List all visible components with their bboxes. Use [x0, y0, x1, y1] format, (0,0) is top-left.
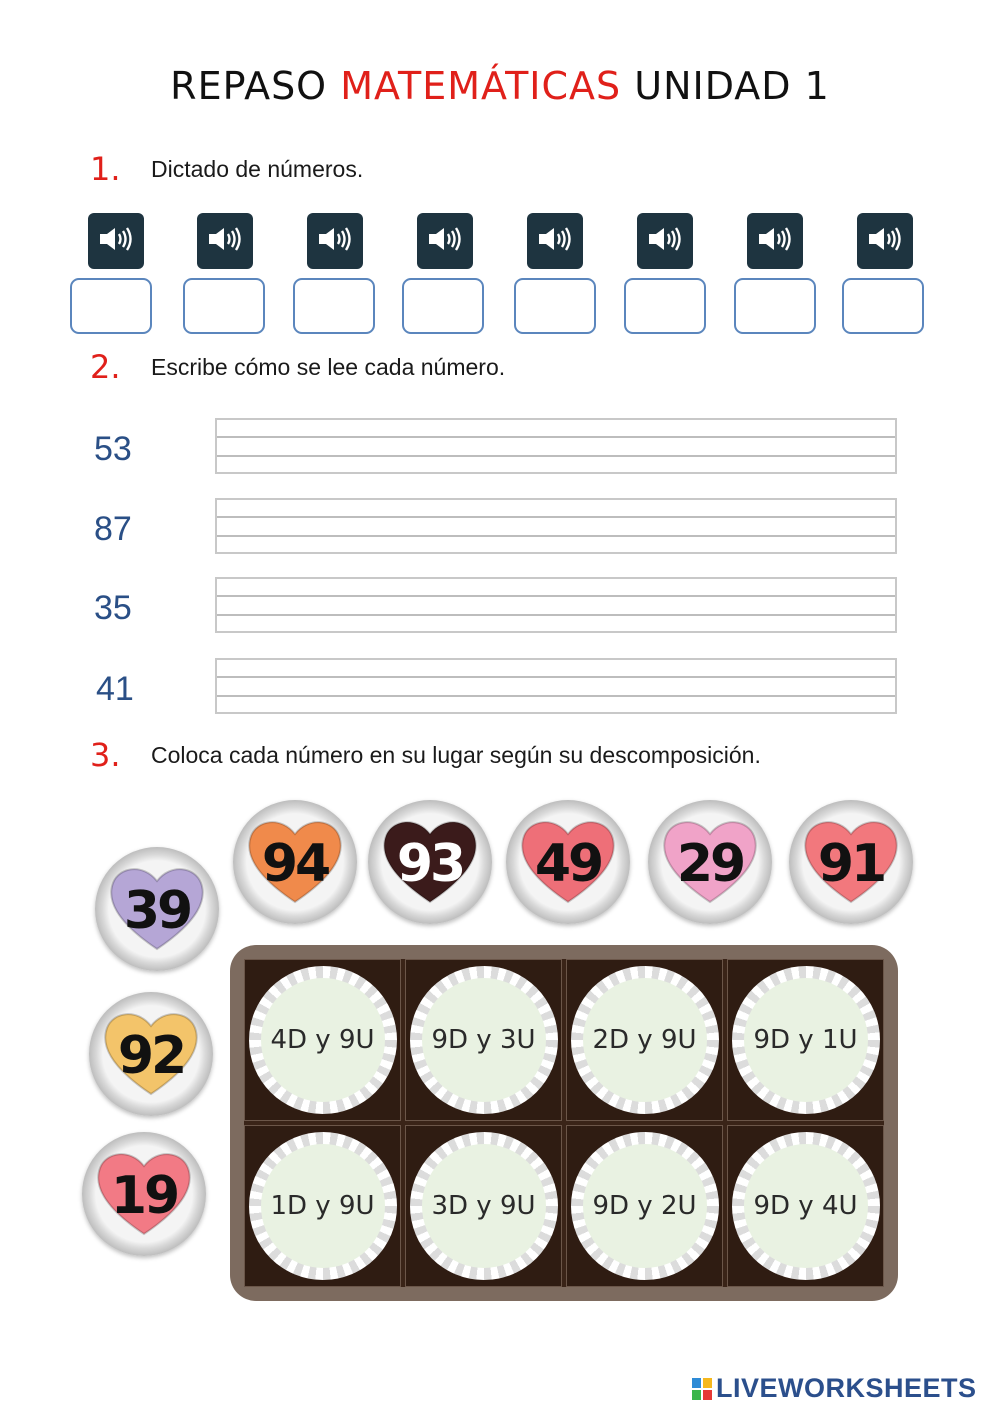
- chocolate-number: 29: [676, 834, 744, 894]
- play-audio-button[interactable]: [637, 213, 693, 269]
- decomposition-label: 4D y 9U: [261, 978, 385, 1102]
- cupcake-liner: [732, 1132, 880, 1280]
- question-3-text: Coloca cada número en su lugar según su descomposición.: [151, 742, 761, 768]
- dictation-answer-input[interactable]: [514, 278, 596, 334]
- decomposition-label: 3D y 9U: [422, 1144, 546, 1268]
- chocolate-heart-draggable[interactable]: [95, 847, 219, 971]
- speaker-icon: [205, 224, 245, 258]
- cupcake-liner: [249, 1132, 397, 1280]
- question-1-number: 1.: [90, 150, 121, 188]
- logo-icon: [692, 1378, 712, 1400]
- chocolate-heart-draggable[interactable]: [82, 1132, 206, 1256]
- chocolate-number: 91: [817, 834, 885, 894]
- chocolate-heart-draggable[interactable]: [89, 992, 213, 1116]
- cupcake-liner: [410, 1132, 558, 1280]
- dictation-answer-input[interactable]: [183, 278, 265, 334]
- dictation-answer-input[interactable]: [734, 278, 816, 334]
- drop-slot[interactable]: [244, 1125, 401, 1287]
- speaker-icon: [425, 224, 465, 258]
- chocolate-number: 19: [110, 1166, 178, 1226]
- title-part-3: UNIDAD 1: [634, 64, 830, 108]
- chocolate-heart-draggable[interactable]: [368, 800, 492, 924]
- page-title: [0, 64, 1000, 108]
- drop-slot[interactable]: [405, 959, 562, 1121]
- decomposition-label: 9D y 1U: [744, 978, 868, 1102]
- chocolate-heart-draggable[interactable]: [789, 800, 913, 924]
- writing-lines-input[interactable]: [215, 577, 897, 633]
- play-audio-button[interactable]: [527, 213, 583, 269]
- chocolate-number: 39: [123, 881, 191, 941]
- speaker-icon: [535, 224, 575, 258]
- decomposition-label: 9D y 4U: [744, 1144, 868, 1268]
- cupcake-liner: [571, 966, 719, 1114]
- number-label: 41: [96, 670, 134, 708]
- drop-slot[interactable]: [405, 1125, 562, 1287]
- dictation-answer-input[interactable]: [293, 278, 375, 334]
- writing-lines-input[interactable]: [215, 658, 897, 714]
- chocolate-heart-draggable[interactable]: [648, 800, 772, 924]
- title-part-1: REPASO: [170, 64, 328, 108]
- writing-lines-input[interactable]: [215, 498, 897, 554]
- play-audio-button[interactable]: [307, 213, 363, 269]
- drop-slot[interactable]: [727, 1125, 884, 1287]
- speaker-icon: [755, 224, 795, 258]
- cupcake-liner: [732, 966, 880, 1114]
- number-label: 53: [94, 430, 132, 468]
- play-audio-button[interactable]: [747, 213, 803, 269]
- question-3-number: 3.: [90, 736, 121, 774]
- chocolate-heart-draggable[interactable]: [506, 800, 630, 924]
- drop-slot[interactable]: [727, 959, 884, 1121]
- decomposition-label: 9D y 3U: [422, 978, 546, 1102]
- drop-slot[interactable]: [244, 959, 401, 1121]
- number-label: 35: [94, 589, 132, 627]
- decomposition-label: 2D y 9U: [583, 978, 707, 1102]
- decomposition-label: 1D y 9U: [261, 1144, 385, 1268]
- writing-lines-input[interactable]: [215, 418, 897, 474]
- cupcake-liner: [571, 1132, 719, 1280]
- drop-slot[interactable]: [566, 959, 723, 1121]
- chocolate-number: 93: [396, 834, 464, 894]
- speaker-icon: [645, 224, 685, 258]
- play-audio-button[interactable]: [417, 213, 473, 269]
- chocolate-number: 92: [117, 1026, 185, 1086]
- logo-text: LIVEWORKSHEETS: [716, 1373, 977, 1403]
- chocolate-heart-draggable[interactable]: [233, 800, 357, 924]
- chocolate-box: [230, 945, 898, 1301]
- play-audio-button[interactable]: [197, 213, 253, 269]
- liveworksheets-logo: [692, 1373, 977, 1404]
- question-2-number: 2.: [90, 348, 121, 386]
- speaker-icon: [96, 224, 136, 258]
- dictation-answer-input[interactable]: [70, 278, 152, 334]
- question-1-text: Dictado de números.: [151, 156, 364, 182]
- drop-slot[interactable]: [566, 1125, 723, 1287]
- speaker-icon: [865, 224, 905, 258]
- dictation-answer-input[interactable]: [624, 278, 706, 334]
- chocolate-number: 49: [534, 834, 602, 894]
- chocolate-number: 94: [261, 834, 329, 894]
- decomposition-label: 9D y 2U: [583, 1144, 707, 1268]
- question-2-text: Escribe cómo se lee cada número.: [151, 354, 506, 380]
- cupcake-liner: [410, 966, 558, 1114]
- play-audio-button[interactable]: [88, 213, 144, 269]
- speaker-icon: [315, 224, 355, 258]
- cupcake-liner: [249, 966, 397, 1114]
- title-part-2: MATEMÁTICAS: [340, 64, 622, 108]
- number-label: 87: [94, 510, 132, 548]
- dictation-answer-input[interactable]: [402, 278, 484, 334]
- dictation-answer-input[interactable]: [842, 278, 924, 334]
- play-audio-button[interactable]: [857, 213, 913, 269]
- drop-grid: [244, 959, 884, 1287]
